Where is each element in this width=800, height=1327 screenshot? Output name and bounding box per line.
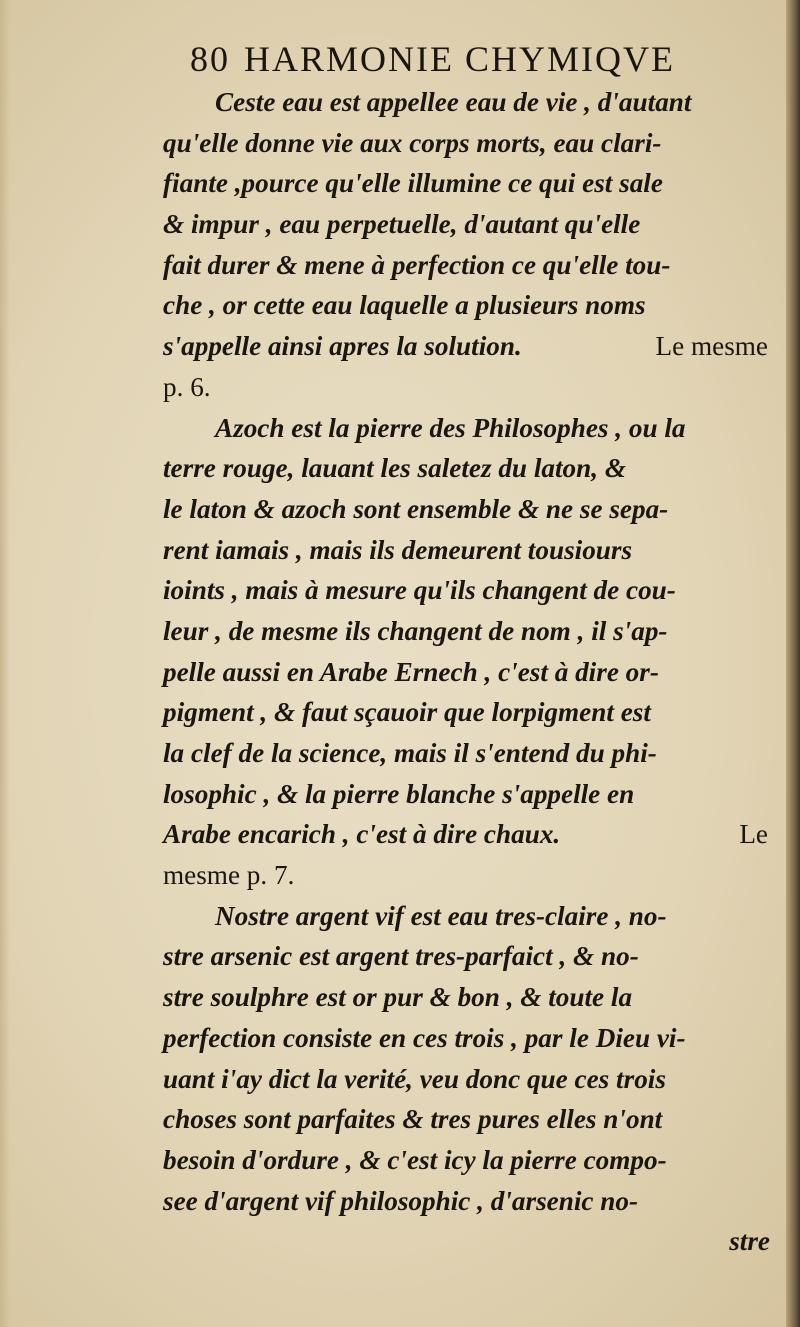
citation-page: p. 6. — [163, 371, 211, 402]
citation-page: mesme p. 7. — [163, 860, 295, 891]
text-line: fait durer & mene à perfection ce qu'elle tou- — [163, 249, 671, 280]
page-left-edge — [0, 0, 10, 1327]
text-line: le laton & azoch sont ensemble & ne se sepa- — [163, 493, 669, 524]
text-line: stre arsenic est argent tres-parfaict , & no- — [163, 941, 639, 972]
text-line: rent iamais , mais ils demeurent tousiours — [163, 534, 633, 565]
text-line: pigment , & faut sçauoir que lorpigment est — [163, 697, 651, 728]
text-line: losophic , & la pierre blanche s'appelle en — [163, 778, 635, 809]
catchword: stre — [729, 1226, 770, 1257]
citation-reference: Le — [739, 819, 768, 850]
running-title: HARMONIE CHYMIQVE — [244, 39, 675, 79]
text-line: Nostre argent vif est eau tres-claire , no- — [215, 900, 667, 931]
page-binding-edge — [786, 0, 800, 1327]
text-line: stre soulphre est or pur & bon , & toute la — [163, 982, 633, 1013]
text-line — [163, 814, 788, 855]
text-line: pelle aussi en Arabe Ernech , c'est à dire or- — [163, 656, 659, 687]
text-line: Ceste eau est appellee eau de vie , d'autant — [215, 87, 692, 117]
text-line: choses sont parfaites & tres pures elles n'ont — [163, 1104, 663, 1135]
page-number: 80 — [190, 39, 230, 79]
text-line-content: Arabe encarich , c'est à dire chaux. — [163, 819, 561, 850]
text-line: fiante ,pource qu'elle illumine ce qui est sale — [163, 168, 663, 199]
text-line: & impur , eau perpetuelle, d'autant qu'elle — [163, 209, 641, 240]
text-line: Azoch est la pierre des Philosophes , ou la — [215, 412, 686, 443]
citation-reference: Le mesme — [655, 331, 768, 362]
text-line-content: s'appelle ainsi apres la solution. — [163, 331, 522, 362]
text-line: leur , de mesme ils changent de nom , il s'ap- — [163, 615, 668, 646]
text-line: uant i'ay dict la verité, veu donc que ces trois — [163, 1063, 666, 1094]
running-header — [190, 38, 750, 80]
text-line: la clef de la science, mais il s'entend du phi- — [163, 738, 657, 768]
text-line — [163, 326, 788, 367]
text-line: ioints , mais à mesure qu'ils changent de cou- — [163, 575, 676, 606]
page-body — [163, 82, 788, 1262]
text-line: see d'argent vif philosophic , d'arsenic no- — [163, 1185, 639, 1216]
text-line: qu'elle donne vie aux corps morts, eau clari- — [163, 127, 662, 158]
text-line: terre rouge, lauant les saletez du laton, & — [163, 453, 626, 484]
text-line: che , or cette eau laquelle a plusieurs noms — [163, 290, 646, 321]
text-line: besoin d'ordure , & c'est icy la pierre compo- — [163, 1144, 667, 1175]
text-line: perfection consiste en ces trois , par le Dieu vi- — [163, 1022, 686, 1053]
